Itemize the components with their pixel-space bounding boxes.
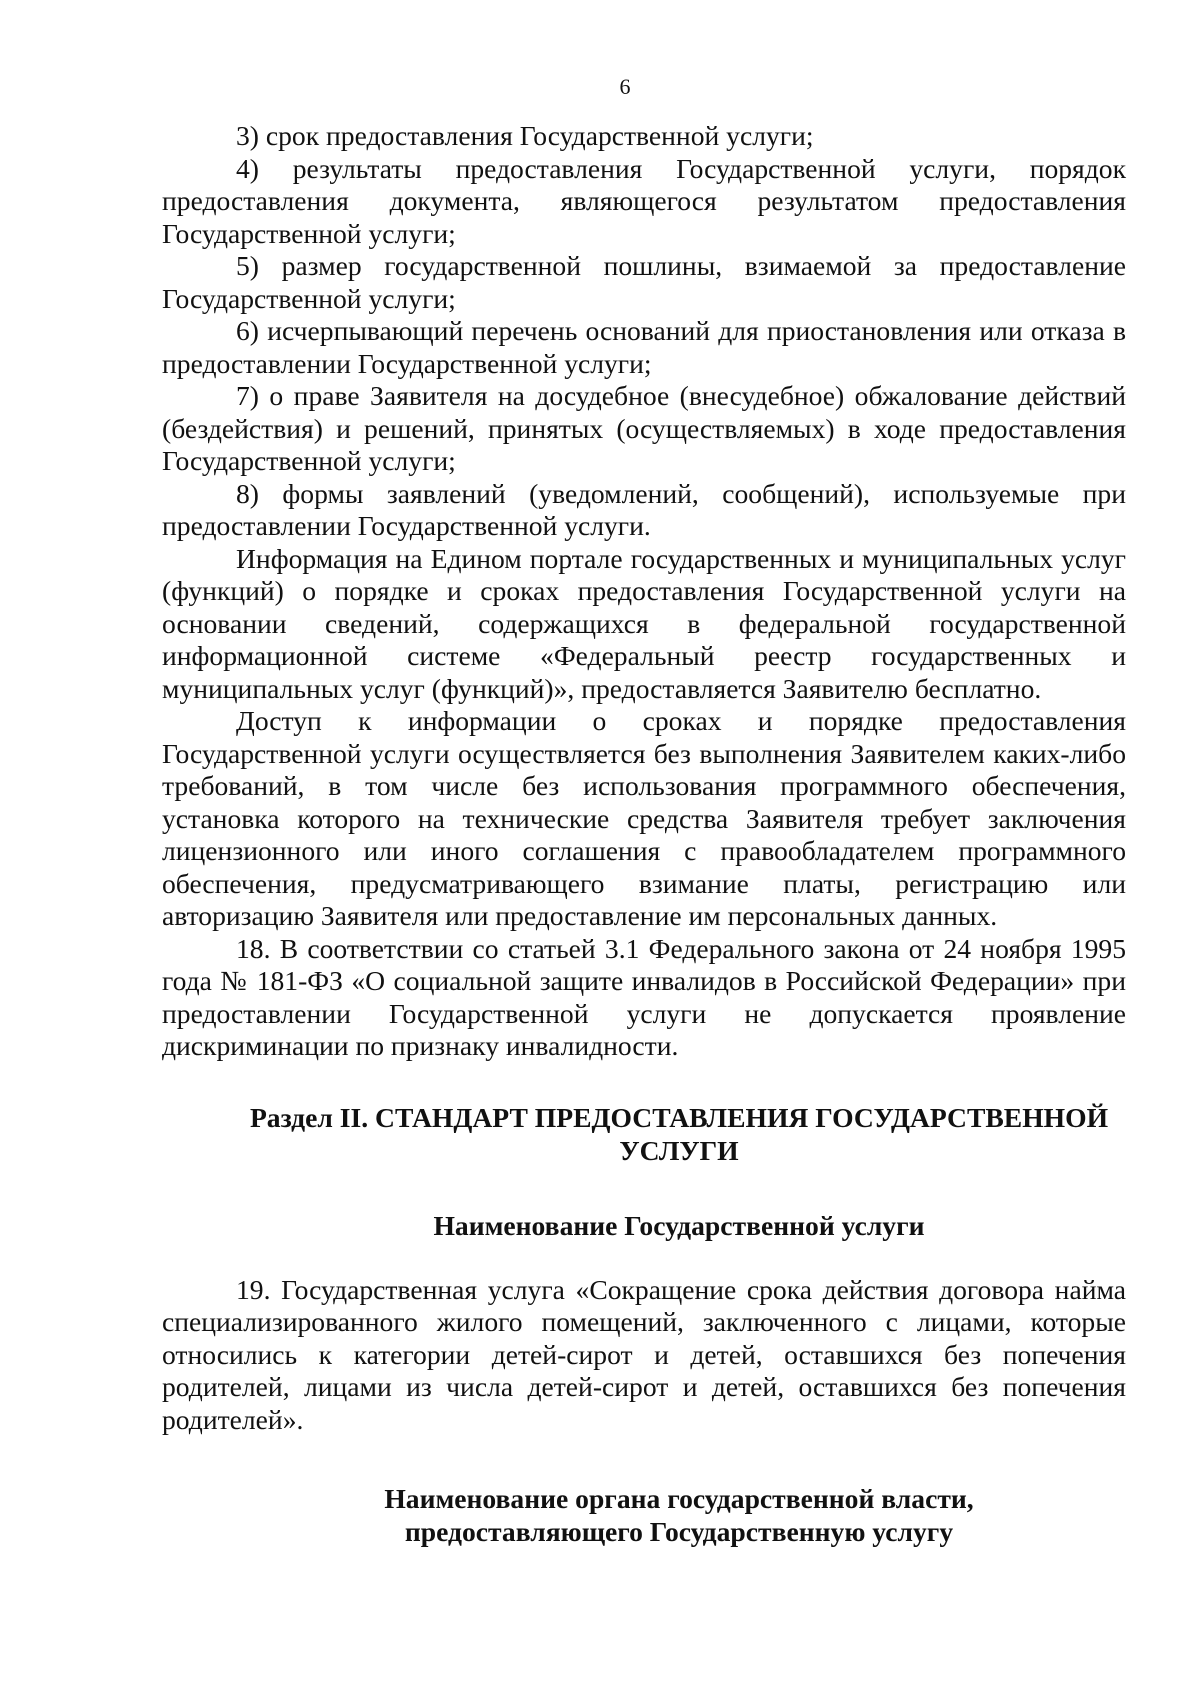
subheading-authority-line-2: предоставляющего Государственную услугу — [404, 1516, 954, 1547]
paragraph-item-3: 3) срок предоставления Государственной услуги; — [236, 120, 814, 151]
paragraph-item-7: 7) о праве Заявителя на досудебное (внесудебное) обжалование действий (бездействия) и решений, принятых (осуществляемых) в ходе предоставления Государственной услуги; — [162, 380, 1126, 476]
page-number: 6 — [619, 74, 631, 99]
paragraph-portal-info: Информация на Едином портале государственных и муниципальных услуг (функций) о порядке и сроках предоставления Государственной услуги на основании сведений, содержащихся в федеральной государственной информационной системе «Федеральный реестр государственных и муниципальных услуг (функций)», предоставляется Заявителю бесплатно. — [162, 542, 1126, 704]
paragraph-19: 19. Государственная услуга «Сокращение срока действия договора найма специализированного жилого помещений, заключенного с лицами, которые относились к категории детей-сирот и детей, оставшихся без попечения родителей, лицами из числа детей-сирот и детей, оставшихся без попечения родителей». — [162, 1273, 1126, 1435]
subheading-service-name: Наименование Государственной услуги — [433, 1209, 925, 1241]
paragraph-item-8: 8) формы заявлений (уведомлений, сообщений), используемые при предоставлении Государственной услуги. — [162, 477, 1126, 541]
paragraph-access-info: Доступ к информации о сроках и порядке предоставления Государственной услуги осуществляется без выполнения Заявителем каких-либо требований, в том числе без использования программного обеспечения, установка которого на технические средства Заявителя требует заключения лицензионного или иного соглашения с правообладателем программного обеспечения, предусматривающего взимание платы, регистрацию или авторизацию Заявителя или предоставление им персональных данных. — [162, 705, 1126, 931]
paragraph-18: 18. В соответствии со статьей 3.1 Федерального закона от 24 ноября 1995 года № 181-ФЗ «О социальной защите инвалидов в Российской Федерации» при предоставлении Государственной услуги не допускается проявление дискриминации по признаку инвалидности. — [162, 932, 1126, 1061]
paragraph-item-6: 6) исчерпывающий перечень оснований для приостановления или отказа в предоставлении Государственной услуги; — [162, 315, 1126, 379]
paragraph-item-5: 5) размер государственной пошлины, взимаемой за предоставление Государственной услуги; — [162, 250, 1126, 314]
section-heading: Раздел II. СТАНДАРТ ПРЕДОСТАВЛЕНИЯ ГОСУДАРСТВЕННОЙ УСЛУГИ — [249, 1101, 1109, 1166]
subheading-authority — [162, 1482, 1126, 1548]
document-body — [162, 120, 1126, 1580]
subheading-authority-line-1: Наименование органа государственной власти, — [384, 1483, 974, 1514]
paragraph-item-4: 4) результаты предоставления Государственной услуги, порядок предоставления документа, являющегося результатом предоставления Государственной услуги; — [162, 152, 1126, 249]
